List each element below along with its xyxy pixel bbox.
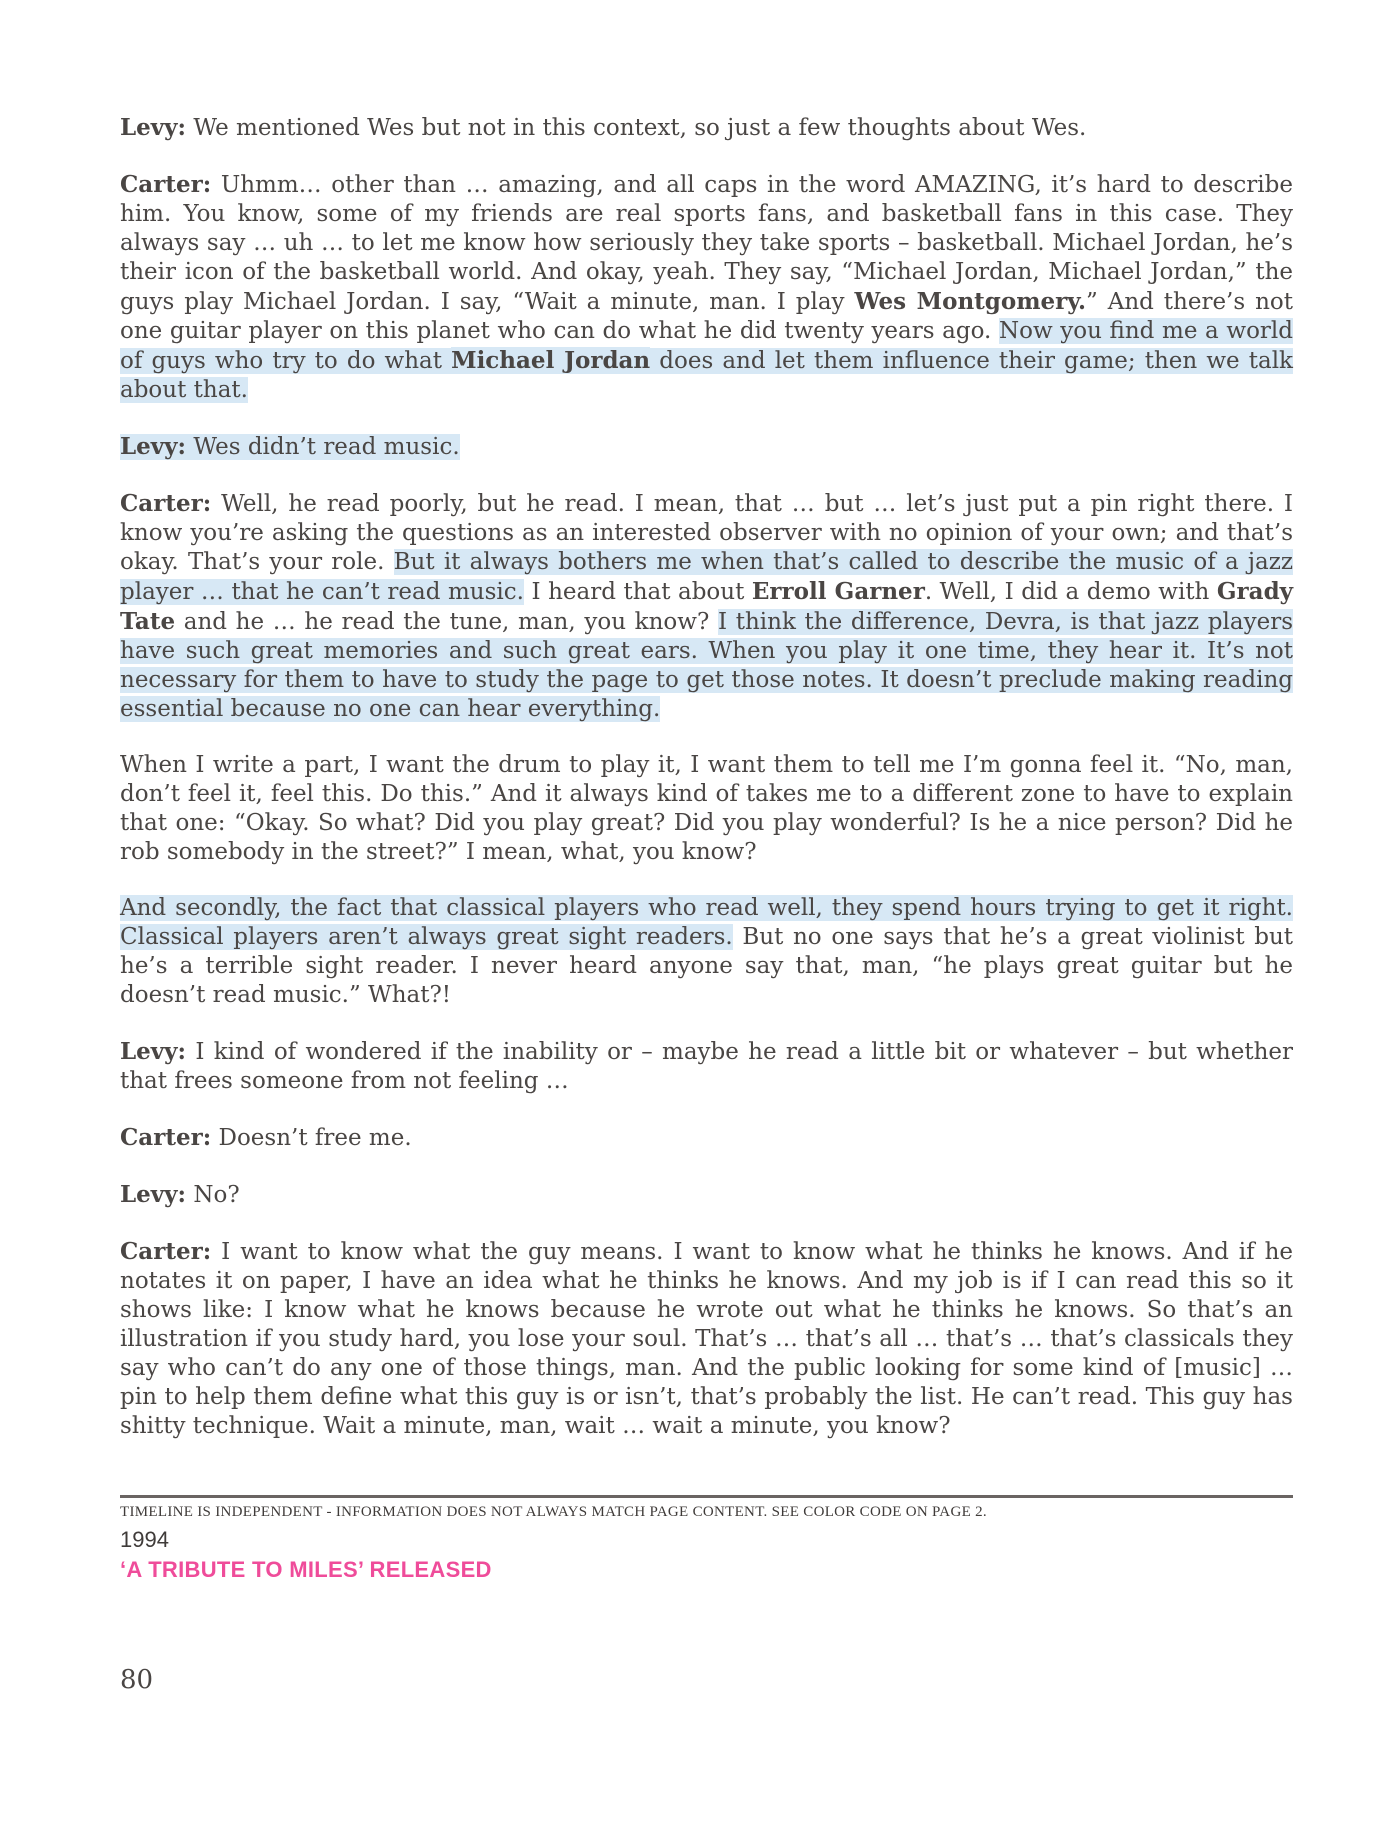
- paragraph-1: [120, 113, 1293, 143]
- speaker-label: Carter:: [120, 490, 212, 517]
- paragraph-text: . Well, I did a demo with: [924, 579, 1217, 605]
- paragraph-8: [120, 1123, 1293, 1153]
- timeline-event: ‘A TRIBUTE TO MILES’ RELEASED: [120, 1557, 492, 1582]
- bold-name: Wes Montgomery.: [854, 288, 1087, 315]
- bold-name: Michael Jordan: [451, 347, 651, 374]
- speaker-label: Carter:: [120, 1124, 212, 1151]
- paragraph-text: Well, he read poorly, but he read. I mean, that … but … let’s just put a pin right there. I know you’re asking the questions as an interested observer with no opinion of your own; and that’s okay. That’s your role.: [120, 491, 1293, 575]
- paragraph-4: [120, 489, 1293, 724]
- speaker-label: Carter:: [120, 1238, 212, 1265]
- paragraph-text: No?: [186, 1182, 240, 1208]
- paragraph-text: and he … he read the tune, man, you know?: [175, 609, 718, 635]
- paragraph-2: [120, 170, 1293, 405]
- paragraph-text: ” And there’s not one guitar player on this planet who can do what he did twenty years ago.: [120, 289, 1293, 344]
- interview-transcript: [120, 113, 1293, 1468]
- paragraph-text: Doesn’t free me.: [211, 1125, 412, 1151]
- paragraph-3: [120, 432, 1293, 462]
- paragraph-text: I want to know what the guy means. I want to know what he thinks he knows. And if he notates it on paper, I have an idea what he thinks he knows. And my job is if I can read this so it shows like: I know what he knows because he wrote out what he thinks he knows. So that’s an illustration if you study hard, you lose your soul. That’s … that’s all … that’s … that’s classicals they say who can’t do any one of those things, man. And the public looking for some kind of [music] … pin to help them define what this guy is or isn’t, that’s probably the list. He can’t read. This guy has shitty technique. Wait a minute, man, wait … wait a minute, you know?: [120, 1239, 1293, 1439]
- paragraph-text: We mentioned Wes but not in this context, so just a few thoughts about Wes.: [186, 115, 1087, 141]
- timeline-note: TIMELINE IS INDEPENDENT - INFORMATION DOES NOT ALWAYS MATCH PAGE CONTENT. SEE COLOR CODE ON PAGE 2.: [120, 1504, 987, 1520]
- highlighted-text: Wes didn’t read music.: [186, 434, 460, 460]
- paragraph-5: [120, 751, 1293, 867]
- speaker-label: Levy:: [120, 1038, 187, 1065]
- bold-name: Grady Tate: [120, 578, 1294, 635]
- highlighted-text: Now you find me a world of guys who try to do what: [120, 318, 1293, 374]
- paragraph-text: I heard that about: [523, 579, 752, 605]
- paragraph-text: Uhmm… other than … amazing, and all caps in the word AMAZING, it’s hard to describe him. You know, some of my friends are real sports fans, and basketball fans in this case. They always say … uh … to let me know how seriously they take sports – basketball. Michael Jordan, he’s their icon of the basketball world. And okay, yeah. They say, “Michael Jordan, Michael Jordan,” the guys play Michael Jordan. I say, “Wait a minute, man. I play: [120, 172, 1293, 315]
- bold-name: Erroll Garner: [751, 578, 925, 605]
- paragraph-6: [120, 894, 1293, 1010]
- highlighted-text: And secondly, the fact that classical players who read well, they spend hours trying to get it right. Classical players aren’t always great sight readers.: [120, 895, 1293, 950]
- paragraph-text: But no one says that he’s a great violinist but he’s a terrible sight reader. I never heard anyone say that, man, “he plays great guitar but he doesn’t read music.” What?!: [120, 924, 1293, 1008]
- speaker-label: Carter:: [120, 171, 212, 198]
- speaker-label: Levy:: [120, 1181, 187, 1208]
- paragraph-text: I kind of wondered if the inability or – maybe he read a little bit or whatever – but whether that frees someone from not feeling …: [120, 1039, 1293, 1094]
- footer-divider: [120, 1495, 1293, 1498]
- timeline-year: 1994: [120, 1527, 169, 1552]
- speaker-label: Levy:: [120, 433, 187, 460]
- paragraph-7: [120, 1037, 1293, 1096]
- page-number: 80: [120, 1665, 154, 1695]
- highlighted-text: does and let them influence their game; then we talk about that.: [120, 348, 1293, 403]
- highlighted-text: I think the difference, Devra, is that jazz players have such great memories and such great ears. When you play it one time, they hear it. It’s not necessary for them to have to study the page to get those notes. It doesn’t preclude making reading essential because no one can hear everything.: [120, 609, 1293, 722]
- paragraph-text: When I write a part, I want the drum to play it, I want them to tell me I’m gonna feel it. “No, man, don’t feel it, feel this. Do this.” And it always kind of takes me to a different zone to have to explain that one: “Okay. So what? Did you play great? Did you play wonderful? Is he a nice person? Did he rob somebody in the street?” I mean, what, you know?: [120, 752, 1293, 865]
- highlighted-text: But it always bothers me when that’s called to describe the music of a jazz player … that he can’t read music.: [120, 549, 1293, 605]
- paragraph-10: [120, 1237, 1293, 1441]
- speaker-label: Levy:: [120, 114, 187, 141]
- paragraph-9: [120, 1180, 1293, 1210]
